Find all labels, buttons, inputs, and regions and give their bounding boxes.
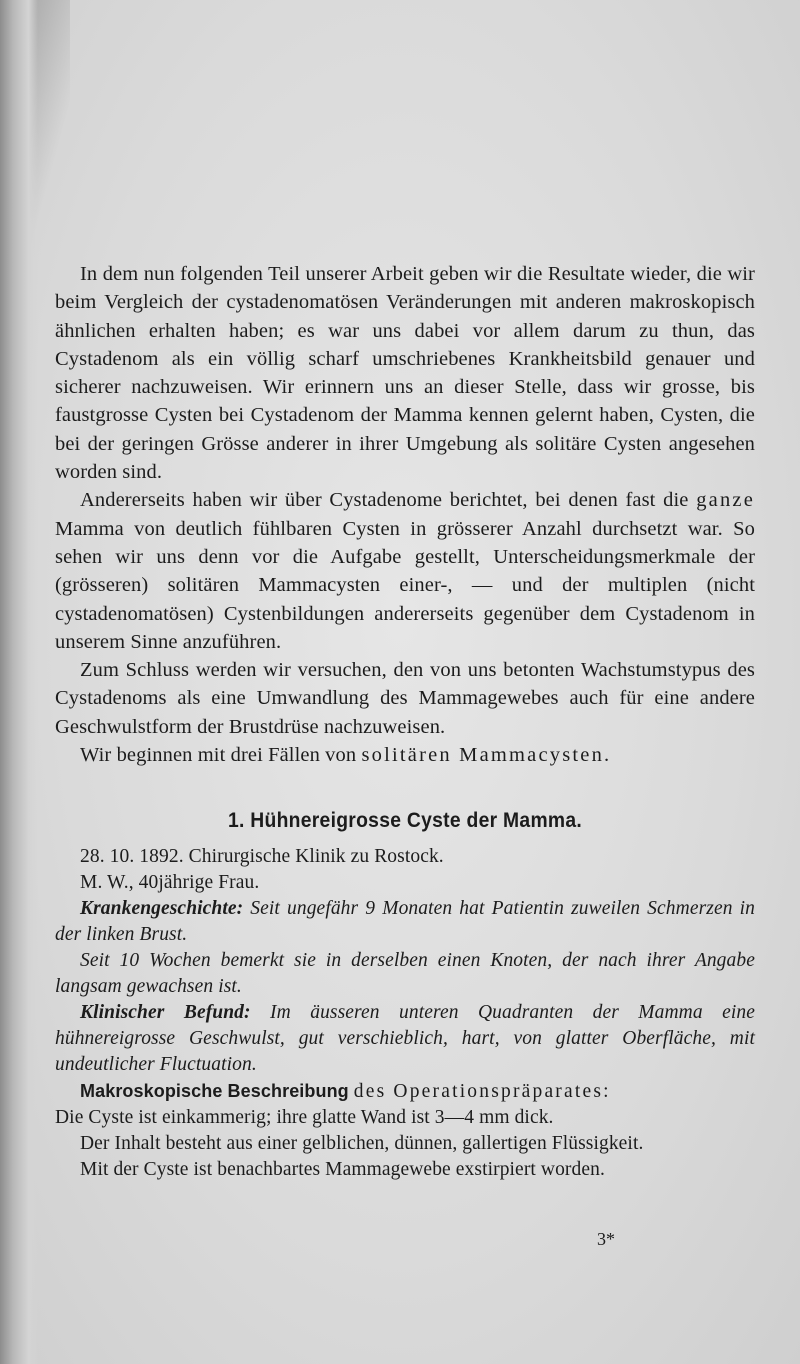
case-report xyxy=(55,844,755,1183)
macro-spaced-label: des Operationspräparates: xyxy=(353,1080,611,1102)
binding-edge xyxy=(0,0,38,1364)
paragraph-intro-3: Zum Schluss werden wir versuchen, den von uns betonten Wachstumstypus des Cystadenoms als eine Umwandlung des Mammagewebes auch für eine andere Geschwulstform der Brustdrüse nachzuweisen. xyxy=(55,659,755,738)
paragraph-intro-2-end: Mamma von deutlich fühlbaren Cysten in grösserer Anzahl durchsetzt war. So sehen wir uns denn vor die Aufgabe gestellt, Unterscheidungsmerkmale der (grösseren) solitären Mammacysten einer-, — und der multiplen (nicht cystadenomatösen) Cystenbildungen andererseits gegenüber dem Cystadenom in unserem Sinne anzuführen. xyxy=(55,517,755,653)
macro-label: Makroskopische Beschreibung xyxy=(80,1080,349,1101)
case-history-1 xyxy=(55,896,755,948)
spaced-phrase-solitary-cysts: solitären Mammacysten. xyxy=(361,744,612,767)
paragraph-intro-2-start: Andererseits haben wir über Cystadenome berichtet, bei denen fast die xyxy=(80,489,689,512)
spaced-word-ganze: ganze xyxy=(696,489,755,512)
case-heading: 1. Hühnereigrosse Cyste der Mamma. xyxy=(227,809,583,833)
paragraph-intro-2 xyxy=(55,486,755,656)
case-macro-heading xyxy=(55,1078,755,1105)
case-macro-1: Die Cyste ist einkammerig; ihre glatte Wand ist 3—4 mm dick. xyxy=(55,1106,554,1128)
case-finding xyxy=(55,1000,755,1078)
case-macro-3: Mit der Cyste ist benachbartes Mammagewebe exstirpiert worden. xyxy=(80,1158,605,1180)
page-text xyxy=(55,260,755,1183)
paragraph-intro-1: In dem nun folgenden Teil unserer Arbeit geben wir die Resultate wieder, die wir beim Vergleich der cystadenomatösen Veränderungen mit anderen makroskopisch ähnlichen erhalten haben; es war uns dabei vor allem darum zu thun, das Cystadenom als ein völlig scharf umschriebenes Krankheitsbild genauer und sicherer nachzuweisen. Wir erinnern uns an dieser Stelle, dass wir grosse, bis faustgrosse Cysten bei Cystadenom der Mamma kennen gelernt haben, Cysten, die bei der geringen Grösse anderer in ihrer Umgebung als solitäre Cysten angesehen worden sind. xyxy=(55,263,755,484)
history-label: Krankengeschichte: xyxy=(80,897,244,919)
case-macro-2: Der Inhalt besteht aus einer gelblichen, dünnen, gallertigen Flüssigkeit. xyxy=(80,1132,644,1154)
finding-label: Klinischer Befund: xyxy=(80,1001,251,1023)
case-history-2: Seit 10 Wochen bemerkt sie in derselben einen Knoten, der nach ihrer Angabe langsam gewachsen ist. xyxy=(55,949,755,997)
paragraph-intro-4-start: Wir beginnen mit drei Fällen von xyxy=(80,744,357,767)
paragraph-intro-4 xyxy=(55,741,755,769)
signature-mark: 3* xyxy=(597,1229,615,1249)
case-patient-line: M. W., 40jährige Frau. xyxy=(80,871,260,893)
case-date-line: 28. 10. 1892. Chirurgische Klinik zu Rostock. xyxy=(80,845,444,867)
history-text-1: Seit ungefähr 9 Monaten hat Patientin zuweilen Schmerzen in der linken Brust. xyxy=(55,897,755,945)
finding-text: Im äusseren unteren Quadranten der Mamma eine hühnereigrosse Geschwulst, gut verschieblich, hart, von glatter Oberfläche, mit undeutlicher Fluctuation. xyxy=(55,1001,755,1075)
